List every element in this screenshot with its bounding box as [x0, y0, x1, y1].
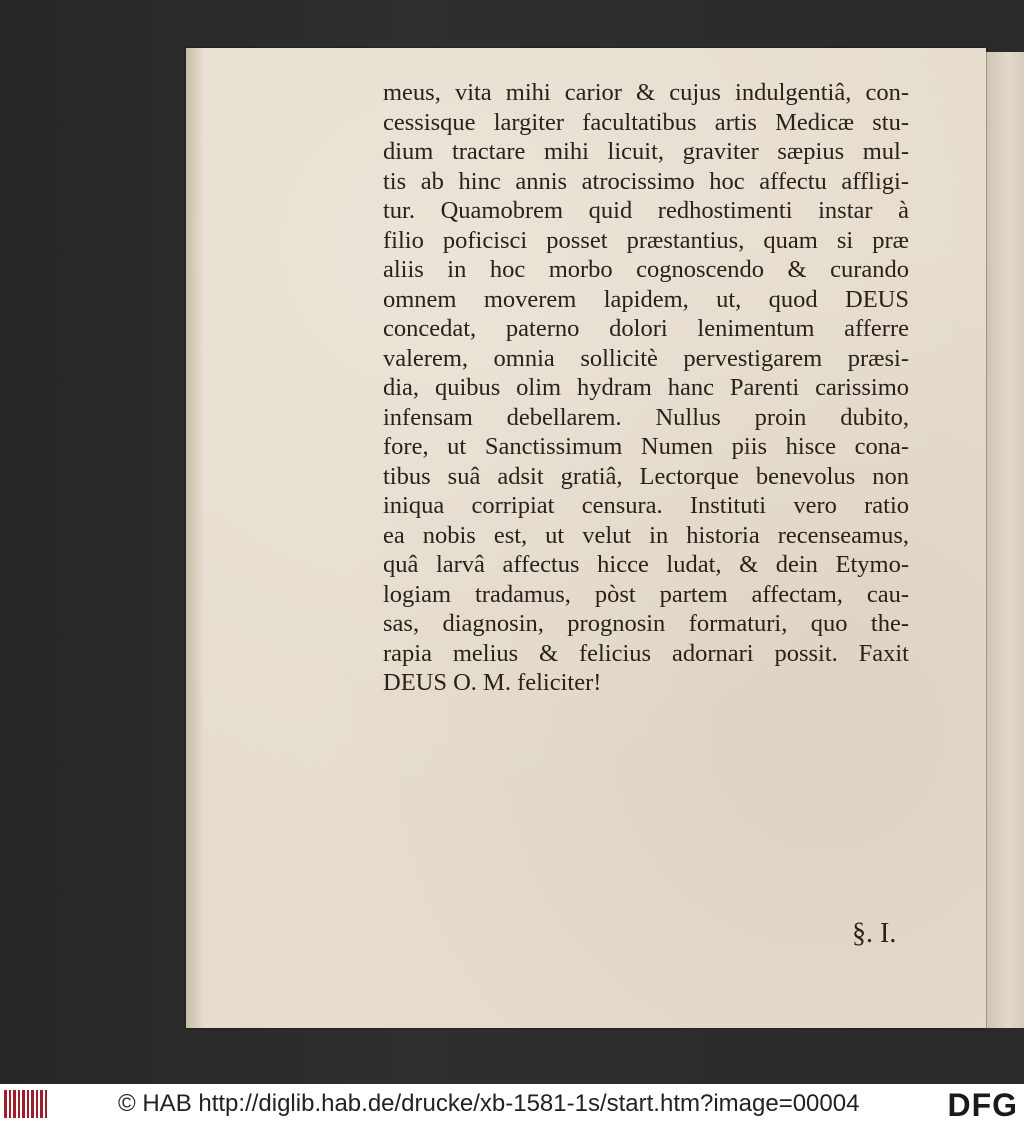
copyright-link[interactable]: © HAB http://diglib.hab.de/drucke/xb-1581-1s/start.htm?image=00004 [118, 1090, 860, 1117]
page-text [383, 78, 909, 698]
text-line: tibus suâ adsit gratiâ, Lectorque benevolus non [383, 462, 909, 490]
text-line: logiam tradamus, pòst partem affectam, cau- [383, 580, 909, 608]
text-line: dium tractare mihi licuit, graviter sæpius mul- [383, 138, 909, 165]
text-line: omnem moverem lapidem, ut, quod DEUS [383, 285, 909, 313]
text-line: meus, vita mihi carior & cujus indulgentiâ, con- [383, 79, 909, 106]
text-line: ea nobis est, ut velut in historia recenseamus, [383, 521, 909, 549]
text-line: tis ab hinc annis atrocissimo hoc affectu affligi- [383, 167, 909, 195]
text-line: dia, quibus olim hydram hanc Parenti carissimo [383, 374, 909, 401]
text-line: concedat, paterno dolori lenimentum afferre [383, 315, 909, 342]
dfg-logo: DFG [947, 1087, 1018, 1123]
viewer-footer [0, 1084, 1024, 1124]
text-line: valerem, omnia sollicitè pervestigarem præsi- [383, 344, 909, 372]
text-line: DEUS O. M. feliciter! [383, 669, 602, 696]
text-line: rapia melius & felicius adornari possit. Faxit [383, 639, 909, 667]
catchword: §. I. [852, 918, 897, 949]
text-line: sas, diagnosin, prognosin formaturi, quo the- [383, 610, 909, 637]
barcode-icon [4, 1090, 48, 1118]
text-line: fore, ut Sanctissimum Numen piis hisce cona- [383, 433, 909, 460]
text-line: filio poficisci posset præstantius, quam si præ [383, 226, 909, 254]
text-line: tur. Quamobrem quid redhostimenti instar à [383, 197, 909, 224]
text-line: infensam debellarem. Nullus proin dubito, [383, 403, 909, 431]
text-line: aliis in hoc morbo cognoscendo & curando [383, 256, 909, 283]
text-line: quâ larvâ affectus hicce ludat, & dein Etymo- [383, 551, 909, 578]
next-page-edge [986, 52, 1024, 1028]
text-line: iniqua corripiat censura. Instituti vero ratio [383, 492, 909, 519]
text-line: cessisque largiter facultatibus artis Medicæ stu- [383, 108, 909, 136]
